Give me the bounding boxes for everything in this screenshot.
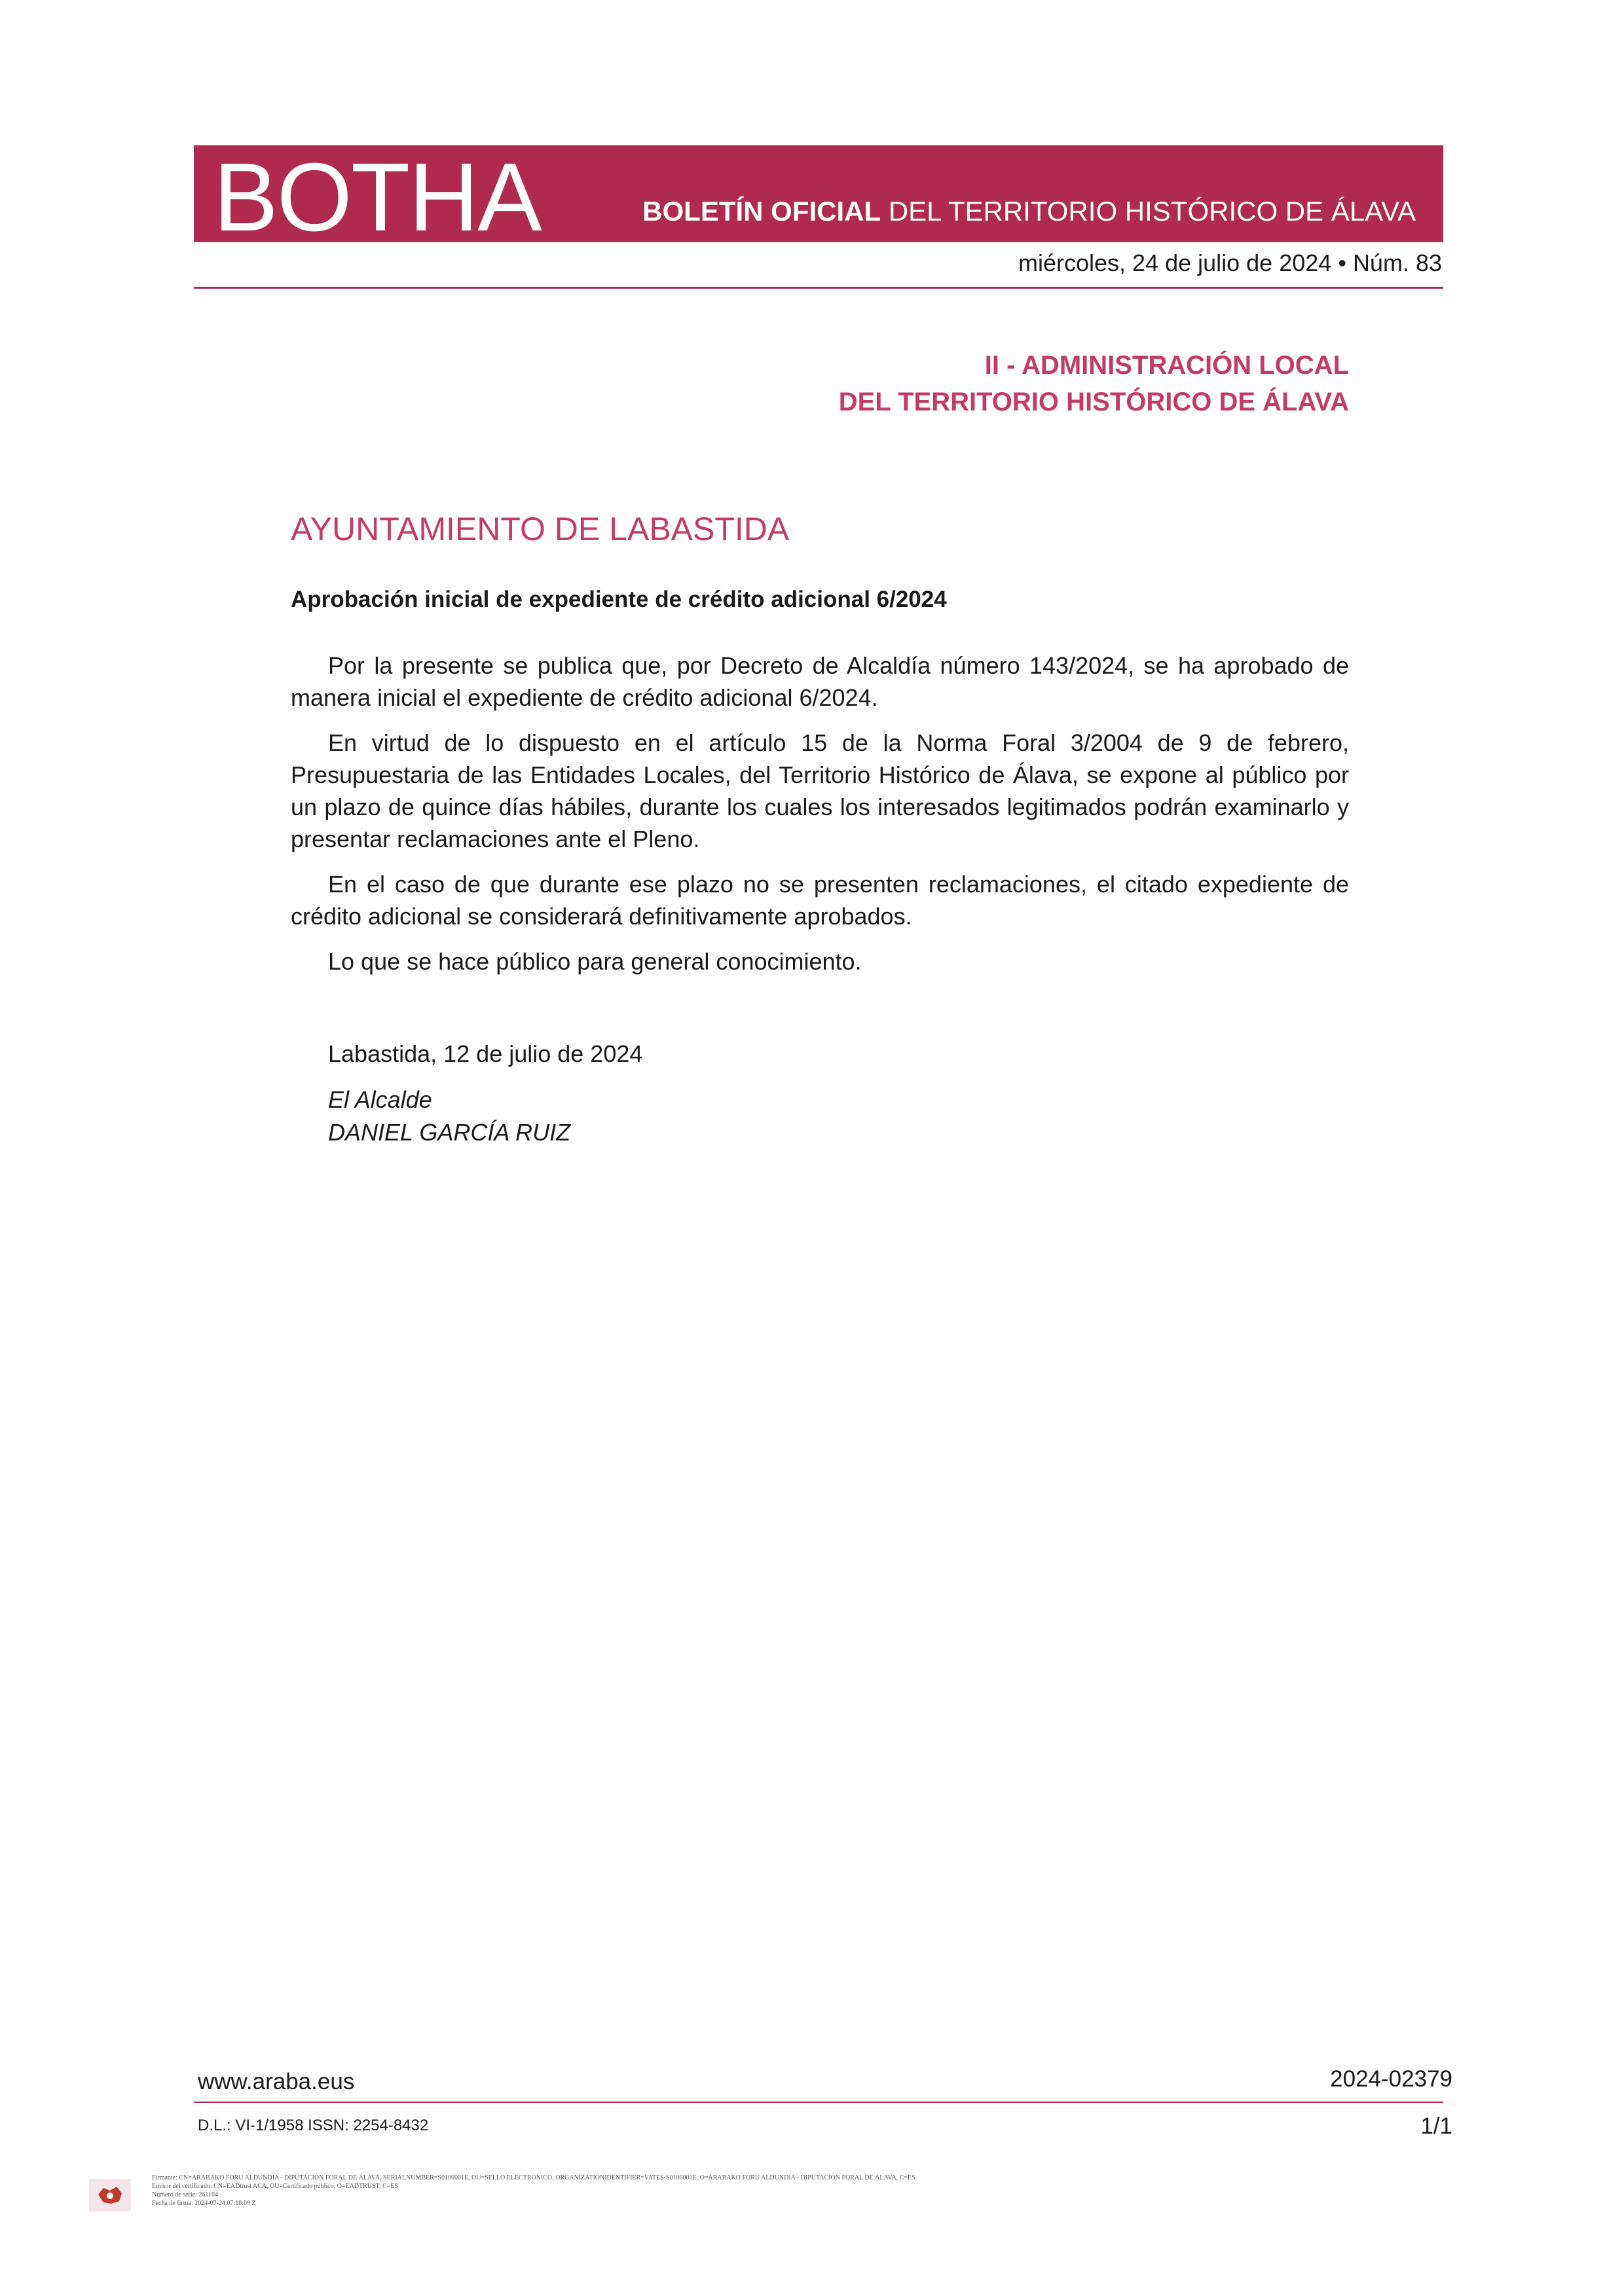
legal-deposit: D.L.: VI-1/1958 ISSN: 2254-8432 (198, 2117, 429, 2134)
section-heading-line1: II - ADMINISTRACIÓN LOCAL (984, 351, 1349, 380)
paragraph: Por la presente se publica que, por Decreto de Alcaldía número 143/2024, se ha aprobado de manera inicial el expediente de crédito adicional 6/2024. (291, 652, 1349, 711)
signature-line: Firmante: CN=ARABAKO FORU ALDUNDIA - DIPUTACIÓN FORAL DE ÁLAVA, SERIALNUMBER=S0100001E, OU=SELLO ELECTRÓNICO, ORGANIZATIONIDENTIFIER=VATES-S0100001E, O=ARABAKO FORU ALDUNDIA - DIPUTACIÓN FORAL DE ÁLAVA, C=ES (152, 2174, 915, 2181)
paragraph: En el caso de que durante ese plazo no se presenten reclamaciones, el citado expediente de crédito adicional se considerará definitivamente aprobados. (291, 871, 1349, 930)
botha-logo: BOTHA (213, 143, 541, 251)
bulletin-title-bold: BOLETÍN OFICIAL (642, 196, 881, 227)
paragraph: En virtud de lo dispuesto en el artículo 15 de la Norma Foral 3/2004 de 9 de febrero, Presupuestaria de las Entidades Locales, del Territorio Histórico de Álava, se expone al público por un plazo de quince días hábiles, durante los cuales los interesados legitimados podrán examinarlo y presentar reclamaciones ante el Pleno. (291, 729, 1349, 852)
document-body (291, 649, 1349, 991)
paragraph: Lo que se hace público para general conocimiento. (328, 948, 862, 975)
seal-icon (89, 2179, 131, 2212)
document-reference: 2024-02379 (1330, 2066, 1452, 2092)
issue-date: miércoles, 24 de julio de 2024 (1018, 249, 1332, 276)
signer-name: DANIEL GARCÍA RUIZ (328, 1119, 571, 1146)
website-link[interactable]: www.araba.eus (198, 2069, 355, 2094)
header-divider (194, 287, 1443, 289)
issue-line (1018, 249, 1442, 278)
signature-line: Número de serie: 261104 (152, 2191, 218, 2198)
bulletin-title (642, 196, 1416, 227)
bulletin-title-rest: DEL TERRITORIO HISTÓRICO DE ÁLAVA (888, 196, 1416, 227)
page-number: 1/1 (1420, 2113, 1452, 2139)
signature-line: Emisor del certificado: CN=EADtrust ACA, OU=Certificado público, O=EADTRUST, C=ES (152, 2183, 398, 2190)
footer-divider (194, 2102, 1443, 2103)
entity-title: AYUNTAMIENTO DE LABASTIDA (291, 511, 790, 547)
electronic-signature-info (152, 2174, 1147, 2208)
section-heading-line2: DEL TERRITORIO HISTÓRICO DE ÁLAVA (838, 388, 1349, 416)
document-subject: Aprobación inicial de expediente de crédito adicional 6/2024 (291, 587, 947, 612)
signature-line: Fecha de firma: 2024-07-24 07:18:09 Z (152, 2200, 256, 2207)
place-and-date: Labastida, 12 de julio de 2024 (328, 1040, 643, 1067)
issue-number: Núm. 83 (1352, 249, 1442, 276)
section-heading (839, 347, 1349, 420)
separator-bullet: • (1338, 249, 1346, 276)
signer-role: El Alcalde (328, 1086, 432, 1113)
